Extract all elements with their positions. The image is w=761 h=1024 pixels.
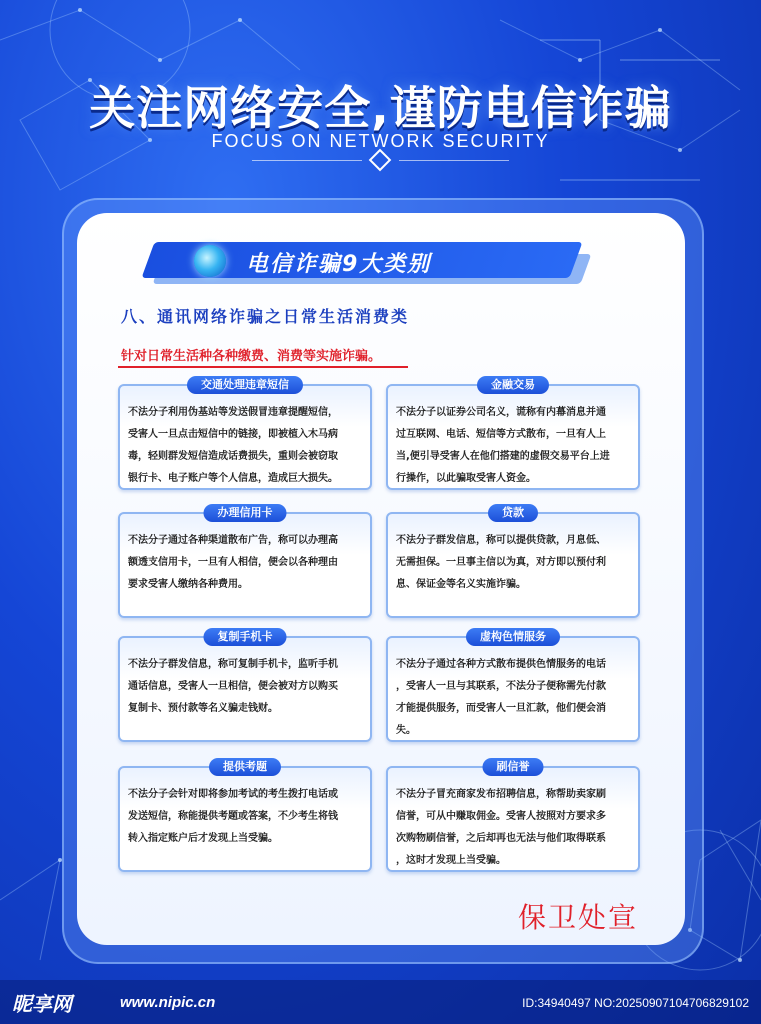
card-line: 无需担保。一旦事主信以为真，对方即以预付利 bbox=[396, 557, 606, 568]
card-line: 失。 bbox=[396, 725, 416, 736]
card-title: 贷款 bbox=[488, 504, 538, 522]
card-description bbox=[128, 530, 364, 596]
card-line: 次购物刷信誉，之后却再也无法与他们取得联系 bbox=[396, 833, 606, 844]
card-title: 交通处理违章短信 bbox=[187, 376, 303, 394]
card-line: 额透支信用卡，一旦有人相信，便会以各种理由 bbox=[128, 557, 338, 568]
card-line: 才能提供服务，而受害人一旦汇款，他们便会消 bbox=[396, 703, 606, 714]
card-line: 不法分子冒充商家发布招聘信息，称帮助卖家刷 bbox=[396, 789, 606, 800]
card-line: 不法分子会针对即将参加考试的考生拨打电话或 bbox=[128, 789, 338, 800]
card-line: 毒，轻则群发短信造成话费损失，重则会被窃取 bbox=[128, 451, 338, 462]
card-description bbox=[396, 530, 632, 596]
card-description bbox=[396, 402, 632, 490]
card-line: 行操作，以此骗取受害人资金。 bbox=[396, 473, 536, 484]
card-line: 银行卡、电子账户等个人信息，造成巨大损失。 bbox=[128, 473, 338, 484]
card-line: 要求受害人缴纳各种费用。 bbox=[128, 579, 248, 590]
card-line: 息、保证金等名义实施诈骗。 bbox=[396, 579, 526, 590]
page-headline: 关注网络安全,谨防电信诈骗 bbox=[89, 81, 672, 135]
watermark-url: www.nipic.cn bbox=[120, 994, 216, 1011]
fraud-card-finance bbox=[386, 378, 640, 490]
intro-underline bbox=[118, 366, 408, 368]
fraud-card-fake-service bbox=[386, 630, 640, 742]
watermark-logo: 昵享网 bbox=[12, 992, 72, 1016]
card-description bbox=[396, 784, 632, 872]
card-line: 不法分子通过各种方式散布提供色情服务的电话 bbox=[396, 659, 606, 670]
banner-title: 电信诈骗9大类别 bbox=[246, 252, 432, 277]
card-line: 当,便引导受害人在他们搭建的虚假交易平台上进 bbox=[396, 451, 610, 462]
fraud-card-exam-questions bbox=[118, 760, 372, 872]
card-line: 不法分子利用伪基站等发送假冒违章提醒短信， bbox=[128, 407, 338, 418]
fraud-card-sim-clone bbox=[118, 630, 372, 742]
card-title: 金融交易 bbox=[477, 376, 549, 394]
card-line: 复制卡、预付款等名义骗走钱财。 bbox=[128, 703, 278, 714]
card-line: 受害人一旦点击短信中的链接，即被植入木马病 bbox=[128, 429, 338, 440]
fraud-card-traffic-sms bbox=[118, 378, 372, 490]
card-line: 不法分子通过各种渠道散布广告，称可以办理高 bbox=[128, 535, 338, 546]
fraud-card-loan bbox=[386, 506, 640, 618]
section-title: 八、通讯网络诈骗之日常生活消费类 bbox=[121, 307, 410, 326]
card-line: 发送短信，称能提供考题或答案，不少考生将钱 bbox=[128, 811, 338, 822]
card-line: 不法分子群发信息，称可以提供贷款，月息低、 bbox=[396, 535, 606, 546]
divider-left bbox=[252, 160, 362, 161]
card-title: 虚构色情服务 bbox=[466, 628, 560, 646]
card-title: 刷信誉 bbox=[483, 758, 544, 776]
card-description bbox=[128, 402, 364, 490]
card-line: 不法分子群发信息，称可复制手机卡，监听手机 bbox=[128, 659, 338, 670]
fraud-card-credit-card bbox=[118, 506, 372, 618]
issuer-stamp: 保卫处宣 bbox=[518, 901, 639, 934]
divider-right bbox=[399, 160, 509, 161]
card-line: 信誉，可从中赚取佣金。受害人按照对方要求多 bbox=[396, 811, 606, 822]
globe-icon bbox=[194, 245, 226, 277]
card-description bbox=[396, 654, 632, 742]
card-line: ，受害人一旦与其联系，不法分子便称需先付款 bbox=[396, 681, 606, 692]
card-line: 过互联网、电话、短信等方式散布，一旦有人上 bbox=[396, 429, 606, 440]
card-line: 通话信息，受害人一旦相信，便会被对方以购买 bbox=[128, 681, 338, 692]
card-description bbox=[128, 784, 364, 850]
section-intro: 针对日常生活种各种缴费、消费等实施诈骗。 bbox=[121, 349, 382, 364]
card-title: 复制手机卡 bbox=[204, 628, 287, 646]
card-title: 提供考题 bbox=[209, 758, 281, 776]
card-line: 转入指定账户后才发现上当受骗。 bbox=[128, 833, 278, 844]
card-title: 办理信用卡 bbox=[204, 504, 287, 522]
fraud-card-fake-reputation bbox=[386, 760, 640, 872]
page-subheadline: FOCUS ON NETWORK SECURITY bbox=[211, 131, 550, 151]
watermark-id: ID:34940497 NO:20250907104706829102 bbox=[522, 996, 749, 1010]
card-description bbox=[128, 654, 364, 720]
card-line: ，这时才发现上当受骗。 bbox=[396, 855, 506, 866]
card-line: 不法分子以证券公司名义，谎称有内幕消息并通 bbox=[396, 407, 606, 418]
